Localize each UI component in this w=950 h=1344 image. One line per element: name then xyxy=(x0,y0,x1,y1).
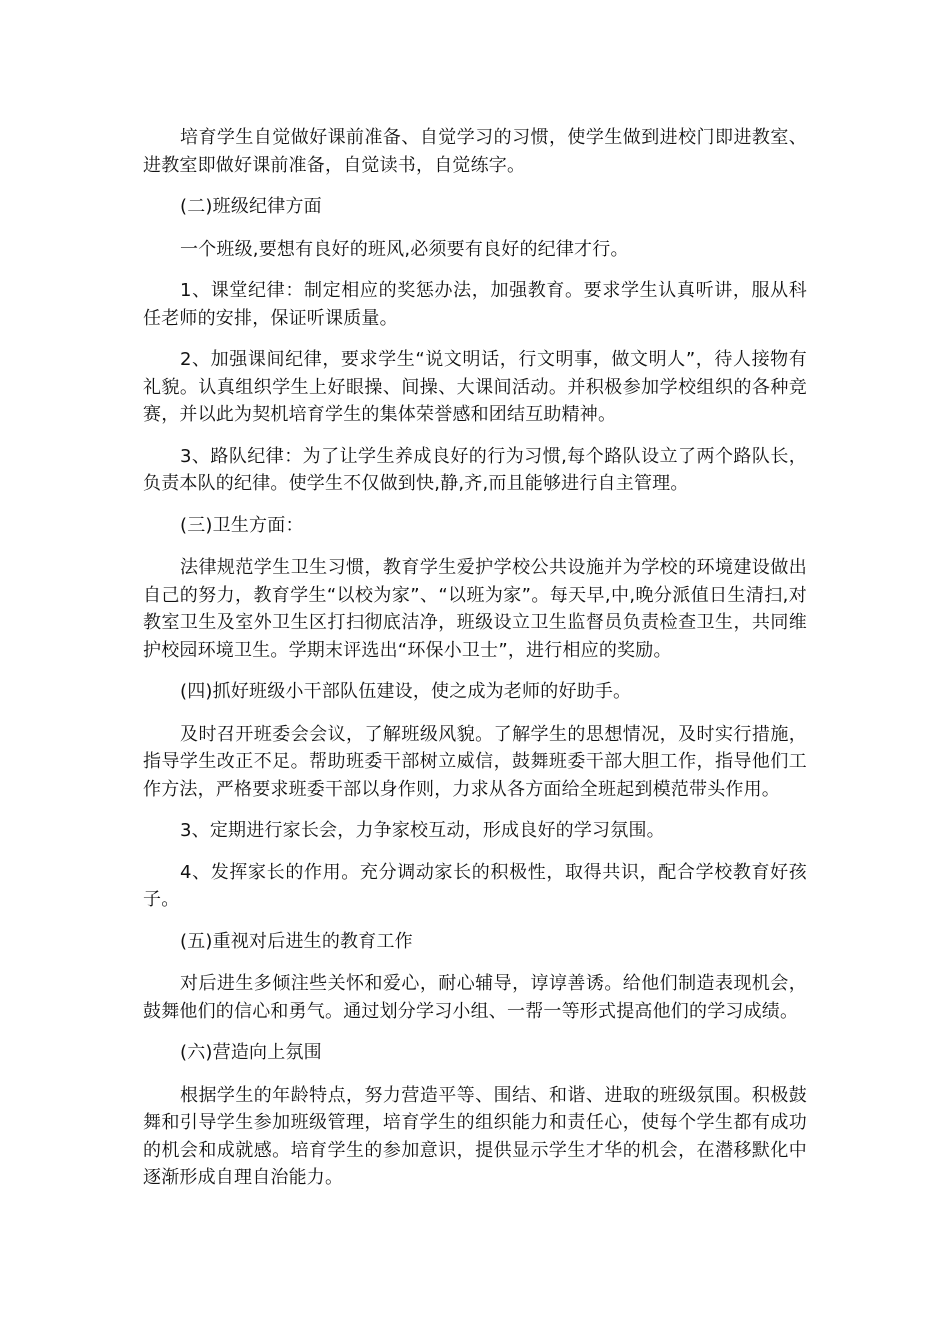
paragraph: 根据学生的年龄特点，努力营造平等、围结、和谐、进取的班级氛围。积极鼓舞和引导学生参加班级管理，培育学生的组织能力和责任心，使每个学生都有成功的机会和成就感。培育学生的参加意识，提供显示学生才华的机会，在潜移默化中逐渐形成自理自治能力。 xyxy=(143,1084,807,1188)
paragraph: 及时召开班委会会议，了解班级风貌。了解学生的思想情况，及时实行措施，指导学生改正不足。帮助班委干部树立威信，鼓舞班委干部大胆工作，指导他们工作方法，严格要求班委干部以身作则，力求从各方面给全班起到模范带头作用。 xyxy=(143,723,807,800)
section-heading: (五)重视对后进生的教育工作 xyxy=(180,930,413,952)
paragraph: 一个班级,要想有良好的班风,必须要有良好的纪律才行。 xyxy=(180,238,629,260)
paragraph: 2、加强课间纪律，要求学生“说文明话，行文明事，做文明人”，待人接物有礼貌。认真组织学生上好眼操、间操、大课间活动。并积极参加学校组织的各种竞赛，并以此为契机培育学生的集体荣誉感和团结互助精神。 xyxy=(143,349,807,425)
paragraph: 3、路队纪律：为了让学生养成良好的行为习惯,每个路队设立了两个路队长，负责本队的纪律。使学生不仅做到快,静,齐,而且能够进行自主管理。 xyxy=(143,445,807,494)
paragraph: 3、定期进行家长会，力争家校互动，形成良好的学习氛围。 xyxy=(180,820,665,841)
document-page xyxy=(143,124,807,1206)
section-heading: (二)班级纪律方面 xyxy=(180,196,322,217)
paragraph: 法律规范学生卫生习惯，教育学生爱护学校公共设施并为学校的环境建设做出自己的努力，教育学生“以校为家”、“以班为家”。每天早,中,晚分派值日生清扫,对教室卫生及室外卫生区打扫彻底洁净，班级设立卫生监督员负责检查卫生，共同维护校园环境卫生。学期末评选出“环保小卫士”，进行相应的奖励。 xyxy=(143,557,807,661)
section-heading: (四)抓好班级小干部队伍建设，使之成为老师的好助手。 xyxy=(180,681,632,702)
paragraph: 1、课堂纪律：制定相应的奖惩办法，加强教育。要求学生认真听讲，服从科任老师的安排，保证听课质量。 xyxy=(143,280,807,329)
paragraph: 培育学生自觉做好课前准备、自觉学习的习惯，使学生做到进校门即进教室、进教室即做好课前准备，自觉读书，自觉练字。 xyxy=(143,127,807,176)
paragraph: 4、发挥家长的作用。充分调动家长的积极性，取得共识，配合学校教育好孩子。 xyxy=(143,861,807,910)
paragraph: 对后进生多倾注些关怀和爱心，耐心辅导，谆谆善诱。给他们制造表现机会，鼓舞他们的信心和勇气。通过划分学习小组、一帮一等形式提高他们的学习成绩。 xyxy=(143,973,807,1022)
section-heading: (六)营造向上氛围 xyxy=(180,1042,322,1063)
section-heading: (三)卫生方面： xyxy=(180,514,304,536)
